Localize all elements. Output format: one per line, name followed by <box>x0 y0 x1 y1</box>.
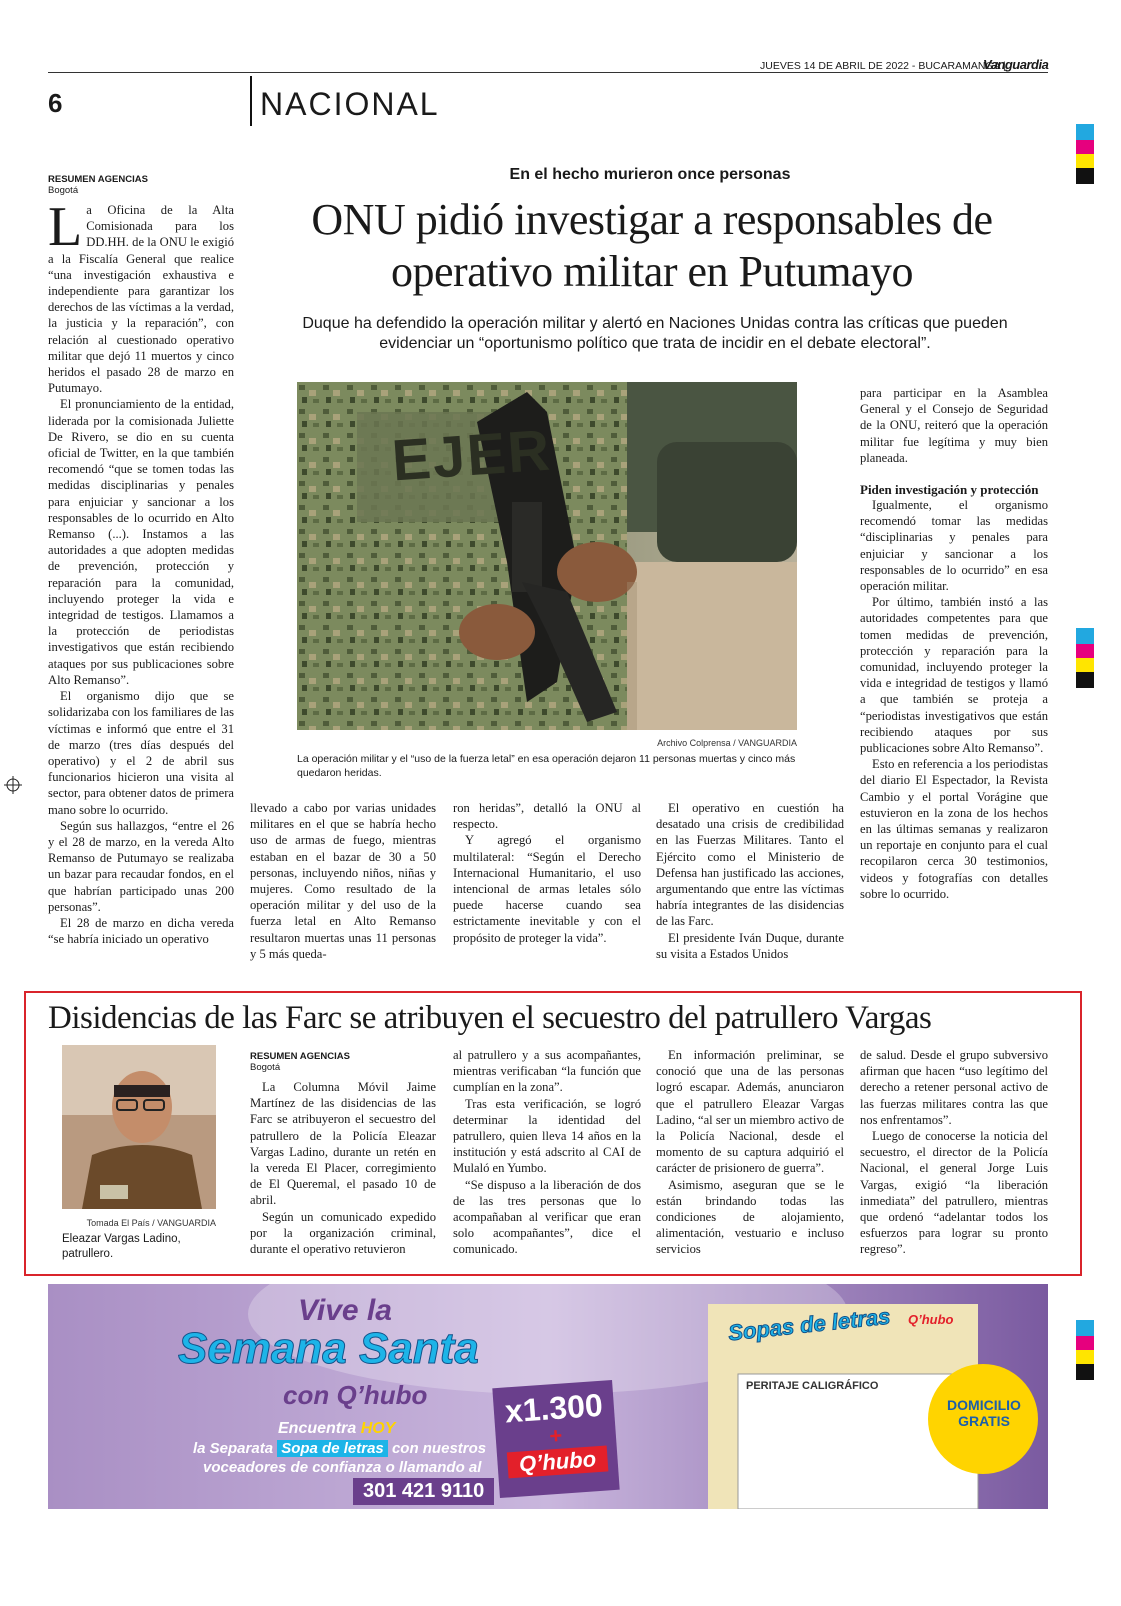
article-column-5 <box>860 385 1048 902</box>
section-title: NACIONAL <box>260 86 440 122</box>
ad-price-tag <box>492 1380 619 1498</box>
ad-text: Encuentra <box>278 1420 357 1437</box>
ad-sheet-title: PERITAJE CALIGRÁFICO <box>746 1380 879 1392</box>
article-byline-block <box>48 174 234 947</box>
article-deck: Duque ha defendido la operación militar y alertó en Naciones Unidas contra las críticas que pueden evidenciar un “oportunismo político que trata de incidir en el debate electoral”. <box>302 315 1008 352</box>
color-bar-magenta <box>1076 644 1094 658</box>
boxed-story-headline: Disidencias de las Farc se atribuyen el secuestro del patrullero Vargas <box>48 1000 932 1036</box>
ad-product-title: Sopas de letras <box>727 1303 892 1346</box>
ad-line-2: Semana Santa <box>178 1324 479 1373</box>
ad-line-4 <box>278 1420 395 1438</box>
color-bar-cyan <box>1076 124 1094 140</box>
header-rule <box>48 72 1048 73</box>
paragraph: El 28 de marzo en dicha vereda “se habría iniciado un operativo <box>48 915 234 947</box>
portrait-image <box>62 1045 216 1209</box>
article-column-1 <box>48 196 234 947</box>
advertisement-banner[interactable] <box>48 1284 1048 1509</box>
article-subhead: Piden investigación y protección <box>860 482 1039 498</box>
ad-phone[interactable]: 301 421 9110 <box>353 1478 494 1505</box>
boxed-photo-credit: Tomada El País / VANGUARDIA <box>86 1218 216 1228</box>
paragraph: Asimismo, aseguran que se le están brindando todas las condiciones de alojamiento, alimentación, vestuario e incluso servicios <box>656 1177 844 1257</box>
article-column-2 <box>250 800 436 962</box>
paragraph: Según un comunicado expedido por la organización criminal, durante el operativo retuvieron <box>250 1209 436 1257</box>
boxed-column-1 <box>250 1051 436 1257</box>
dateline: JUEVES 14 DE ABRIL DE 2022 - BUCARAMANGA | <box>760 60 1006 72</box>
boxed-story-photo <box>62 1045 216 1209</box>
boxed-city: Bogotá <box>250 1062 281 1073</box>
page-number: 6 <box>48 88 63 118</box>
color-bar-cyan <box>1076 1320 1094 1336</box>
color-bar-black <box>1076 672 1094 688</box>
ad-text: la Separata <box>193 1440 274 1457</box>
paragraph: Esto en referencia a los periodistas del diario El Espectador, la Revista Cambio y el portal Vorágine que estuvieron en la zona de los hechos en las últimas semanas y realizaron un reportaje en conjunto para el cual recopilaron cerca 30 testimonios, videos y fotografías con detalles sobre lo ocurrido. <box>860 757 1048 901</box>
paragraph: al patrullero y a sus acompañantes, mientras verificaban “la función que cumplían en la zona”. <box>453 1048 641 1095</box>
paragraph: Tras esta verificación, se logró determinar la identidad del patrullero, quien lleva 14 años en la institución y está adscrito al CAI de Mulaló en Yumbo. <box>453 1096 641 1176</box>
color-bar-magenta <box>1076 140 1094 154</box>
ad-line-6: voceadores de confianza o llamando al <box>203 1459 482 1476</box>
paragraph: Y agregó el organismo multilateral: “Según el Derecho Internacional Humanitario, el uso intencional de armas letales sólo puede hacerse cuando sea estrictamente inevitable y con el propósito de proteger la vida”. <box>453 833 641 945</box>
paragraph: “Se dispuso a la liberación de dos de las tres personas que lo acompañaban al verificar que eran solo acompañantes”, dice el comunicado. <box>453 1177 641 1257</box>
paragraph: a Oficina de la Alta Comisionada para los DD.HH. de la ONU le exigió a la Fiscalía General que realice “una investigación exhaustiva e independiente para garantizar los derechos de las víctimas a la verdad, la justicia y la reparación”, con relación al cuestionado operativo militar que dejó 11 muertos y cinco heridos el pasado 28 de marzo en Putumayo. <box>48 203 234 396</box>
ad-line-1: Vive la <box>298 1294 392 1327</box>
article-byline: RESUMEN AGENCIAS <box>48 174 148 185</box>
color-bar-cyan <box>1076 628 1094 644</box>
paragraph: llevado a cabo por varias unidades militares en el que se habría hecho uso de armas de fuego, mientras estaban en el bazar de 30 a 50 personas, incluyendo niños, niñas y mujeres. Como resultado de la operación militar y del uso de la fuerza letal en Alto Remanso resultaron muertas unas 11 personas y 5 más queda- <box>250 801 436 961</box>
paragraph: El presidente Iván Duque, durante su visita a Estados Unidos <box>656 930 844 961</box>
registration-mark-icon <box>4 776 22 794</box>
paragraph: Por último, también instó a las autoridades competentes para que tomen medidas de prevención, protección y reparación para la comunidad, incluyendo proteger la vida e integridad de testigos y llamó a que también se proteja a “periodistas investigativos que están recibiendo ataques por sus publicaciones sobre Alto Remanso”. <box>860 595 1048 756</box>
ad-badge: DOMICILIO GRATIS <box>947 1397 1021 1429</box>
article-headline: ONU pidió investigar a responsables de operativo militar en Putumayo <box>311 195 993 296</box>
photo-caption: La operación militar y el “uso de la fuerza letal” en esa operación dejaron 11 personas muertas y cinco más quedaron heridas. <box>297 753 796 779</box>
article-city: Bogotá <box>48 185 79 196</box>
color-bar-magenta <box>1076 1336 1094 1350</box>
article-kicker: En el hecho murieron once personas <box>509 166 791 183</box>
paragraph: El operativo en cuestión ha desatado una crisis de credibilidad en las Fuerzas Militares. Tanto el Ejército como el Ministerio de Defensa han justificado las acciones, argumentando que entre las víctimas habría integrantes de las disidencias de las Farc. <box>656 801 844 929</box>
boxed-column-3 <box>656 1047 844 1258</box>
ad-mini-brand: Q’hubo <box>908 1312 954 1327</box>
boxed-photo-caption: Eleazar Vargas Ladino, patrullero. <box>62 1233 181 1260</box>
ad-text-highlight: Sopa de letras <box>277 1440 388 1457</box>
paragraph: para participar en la Asamblea General y el Consejo de Seguridad de la ONU, reiteró que la operación militar fue legítima y muy bien planeada. <box>860 386 1048 465</box>
ad-brand-logo: Q’hubo <box>507 1445 609 1478</box>
photo-patch-text: EJER <box>389 417 554 494</box>
paragraph: En información preliminar, se conoció que una de las personas logró escapar. Además, anunciaron que el patrullero Eleazar Vargas Ladino, “al ser un miembro activo de la Policía Nacional, desde el momento de su captura adquirió el carácter de prisionero de guerra”. <box>656 1048 844 1176</box>
masthead-brand: Vanguardia <box>983 57 1049 72</box>
color-bar-black <box>1076 1364 1094 1380</box>
paragraph: El pronunciamiento de la entidad, liderada por la comisionada Juliette De Rivero, se dio en su cuenta oficial de Twitter, en la que también recomendó “que se tomen todas las medidas disciplinarias y penales para enjuiciar y sancionar a los responsables de lo ocurrido en Alto Remanso (...). Instamos a las autoridades a que adopten medidas de prevención, protección y reparación para la comunidad, incluyendo proteger la vida e integridad de testigos. Llamamos a la protección de periodistas investigativos que están recibiendo ataques por sus publicaciones sobre Alto Remanso”. <box>48 397 234 687</box>
paragraph: Igualmente, el organismo recomendó tomar las medidas “disciplinarias y penales para enjuiciar y sancionar a los responsables de lo ocurrido” en esa operación militar. <box>860 498 1048 594</box>
boxed-column-4 <box>860 1047 1048 1258</box>
color-bar-yellow <box>1076 658 1094 672</box>
boxed-column-2 <box>453 1047 641 1258</box>
photo-credit: Archivo Colprensa / VANGUARDIA <box>657 738 797 748</box>
ad-price: x1.300 <box>503 1386 604 1430</box>
drop-cap: L <box>48 196 83 258</box>
section-divider <box>250 76 252 126</box>
paragraph: ron heridas”, detalló la ONU al respecto. <box>453 801 641 832</box>
ad-text: con nuestros <box>391 1440 487 1457</box>
paragraph: La Columna Móvil Jaime Martínez de las disidencias de las Farc se atribuyeron el secuestro del patrullero de la Policía Eleazar Vargas Ladino, durante un retén en la vereda El Placer, corregimiento de El Queremal, el pasado 10 de abril. <box>250 1080 436 1208</box>
article-photo <box>297 382 797 730</box>
article-column-4 <box>656 800 844 962</box>
paragraph: Según sus hallazgos, “entre el 26 y el 28 de marzo, en la vereda Alto Remanso de Putumayo se realizaba un bazar para recaudar fondos, en el que habrían participado unas 200 personas”. <box>48 818 234 914</box>
ad-line-3: con Q’hubo <box>283 1380 428 1410</box>
plus-icon: + <box>548 1422 564 1449</box>
color-bar-yellow <box>1076 154 1094 168</box>
boxed-byline: RESUMEN AGENCIAS <box>250 1051 350 1062</box>
paragraph: Luego de conocerse la noticia del secuestro, el director de la Policía Nacional, el general Jorge Luis Vargas, exigió “la liberación inmediata” del patrullero, mientras que ordenó “adelantar todos los esfuerzos para lograr su pronto regreso”. <box>860 1129 1048 1257</box>
paragraph: de salud. Desde el grupo subversivo afirman que hacen “uso legítimo del derecho a retener personal activo de las fuerzas militares contra las que nos enfrentamos”. <box>860 1048 1048 1127</box>
paragraph: El organismo dijo que se solidarizaba con los familiares de las víctimas e informó que entre el 31 de marzo (tres días después del operativo) y el 2 de abril sus funcionarios hicieron una visita al sector, para obtener datos de primera mano sobre lo ocurrido. <box>48 689 234 817</box>
color-bar-yellow <box>1076 1350 1094 1364</box>
color-bar-black <box>1076 168 1094 184</box>
ad-text-highlight: HOY <box>360 1420 396 1437</box>
article-column-3 <box>453 800 641 946</box>
ad-line-5 <box>193 1440 486 1457</box>
